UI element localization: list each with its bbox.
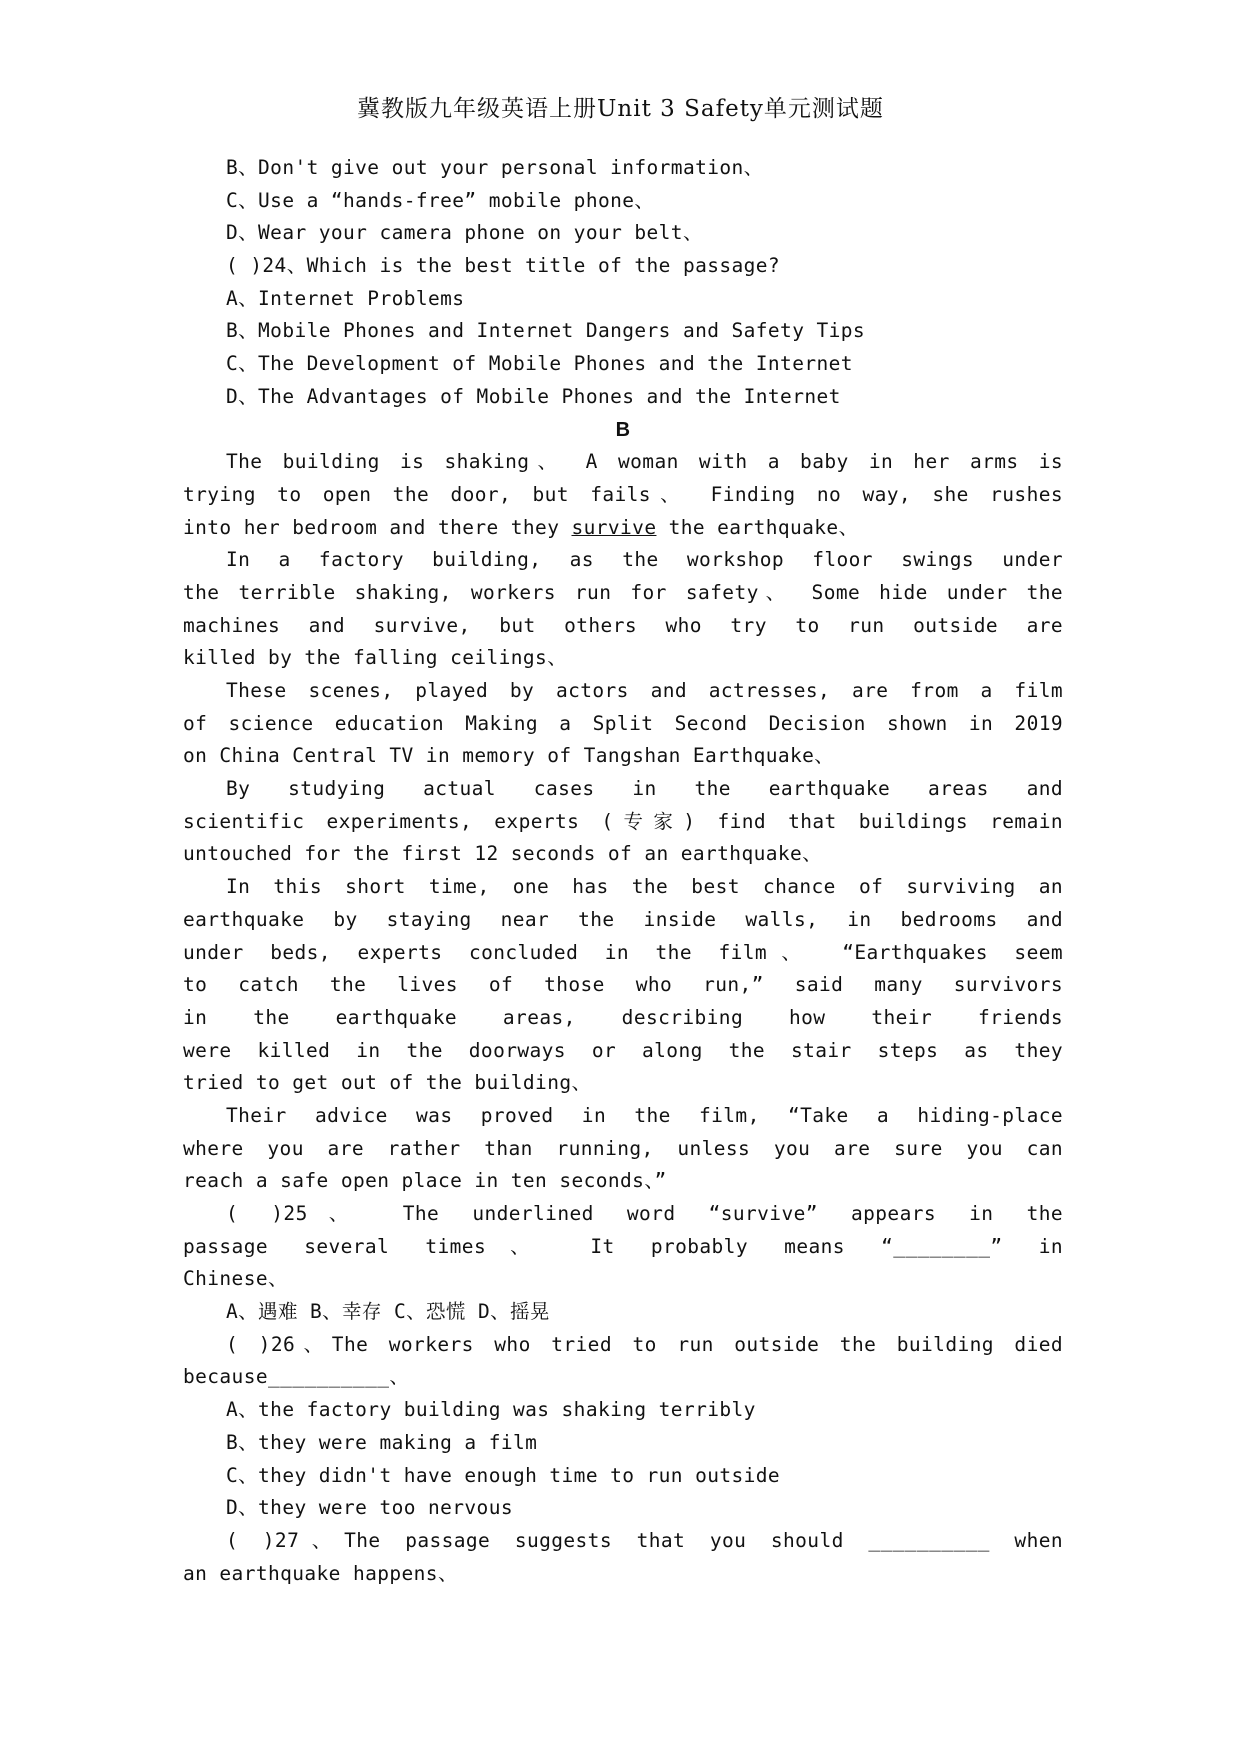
paragraph-5-line-4: to catch the lives of those who run,” said many survivors xyxy=(183,973,1063,997)
paragraph-3-line-1: These scenes, played by actors and actresses, are from a film xyxy=(226,679,1063,702)
paragraph-2-line-3: machines and survive, but others who try to run outside are xyxy=(183,613,1063,637)
document-body xyxy=(183,152,1063,1590)
q23-option-c: C、Use a “hands-free” mobile phone、 xyxy=(226,188,655,212)
paragraph-1-line-2: trying to open the door, but fails、 Finding no way, she rushes xyxy=(183,482,1063,506)
paragraph-5-line-7: tried to get out of the building、 xyxy=(183,1071,592,1095)
paragraph-5-line-3: under beds, experts concluded in the film、 “Earthquakes seem xyxy=(183,940,1063,964)
q23-option-d: D、Wear your camera phone on your belt、 xyxy=(226,221,703,245)
paragraph-5-line-6: were killed in the doorways or along the stair steps as they xyxy=(183,1038,1063,1062)
q26-option-b: B、they were making a film xyxy=(226,1430,538,1454)
paragraph-1-line-3-start: into her bedroom and there they xyxy=(183,515,572,539)
paragraph-3-line-3: on China Central TV in memory of Tangshan Earthquake、 xyxy=(183,744,835,768)
paragraph-1-line-3-end: the earthquake、 xyxy=(656,515,859,539)
q25-options: A、遇难 B、幸存 C、恐慌 D、摇晃 xyxy=(226,1300,550,1324)
q26-option-d: D、they were too nervous xyxy=(226,1496,513,1520)
paragraph-2-line-4: killed by the falling ceilings、 xyxy=(183,646,568,670)
paragraph-1-line-1: The building is shaking、 A woman with a baby in her arms is xyxy=(226,450,1063,474)
q27-stem-line-1: ( )27、The passage suggests that you should __________ when xyxy=(226,1528,1063,1552)
q25-stem-line-3: Chinese、 xyxy=(183,1267,288,1291)
paragraph-5-line-5: in the earthquake areas, describing how their friends xyxy=(183,1005,1063,1029)
page-title: 冀教版九年级英语上册Unit 3 Safety单元测试题 xyxy=(357,96,884,122)
q26-stem-line-1: ( )26、The workers who tried to run outside the building died xyxy=(226,1332,1063,1356)
q24-stem: ( )24、Which is the best title of the passage? xyxy=(226,254,781,278)
q24-option-a: A、Internet Problems xyxy=(226,286,465,310)
paragraph-3-line-2: of science education Making a Split Second Decision shown in 2019 xyxy=(183,711,1063,735)
paragraph-6-line-3: reach a safe open place in ten seconds、” xyxy=(183,1169,667,1193)
paragraph-1-line-3 xyxy=(183,512,1063,545)
q27-stem-line-2: an earthquake happens、 xyxy=(183,1561,458,1585)
q24-option-c: C、The Development of Mobile Phones and the Internet xyxy=(226,352,853,376)
paragraph-4-line-3: untouched for the first 12 seconds of an earthquake、 xyxy=(183,842,823,866)
paragraph-2-line-1: In a factory building, as the workshop floor swings under xyxy=(226,548,1063,572)
q26-option-c: C、they didn't have enough time to run outside xyxy=(226,1463,781,1487)
q24-option-d: D、The Advantages of Mobile Phones and the Internet xyxy=(226,384,841,408)
underlined-word-survive: survive xyxy=(571,515,657,539)
q25-stem-line-2: passage several times、 It probably means “________” in xyxy=(183,1234,1063,1258)
paragraph-5-line-2: earthquake by staying near the inside walls, in bedrooms and xyxy=(183,907,1063,931)
paragraph-6-line-2: where you are rather than running, unless you are sure you can xyxy=(183,1136,1063,1160)
q26-option-a: A、the factory building was shaking terribly xyxy=(226,1398,756,1422)
paragraph-6-line-1: Their advice was proved in the film, “Take a hiding-place xyxy=(226,1103,1063,1127)
paragraph-4-line-1: By studying actual cases in the earthquake areas and xyxy=(226,777,1063,801)
q23-option-b: B、Don't give out your personal information、 xyxy=(226,156,764,179)
q25-stem-line-1: ( )25、 The underlined word “survive” appears in the xyxy=(226,1202,1063,1225)
section-b-heading: B xyxy=(615,418,631,441)
q24-option-b: B、Mobile Phones and Internet Dangers and Safety Tips xyxy=(226,319,866,343)
paragraph-4-line-2: scientific experiments, experts (专家) find that buildings remain xyxy=(183,809,1063,833)
q26-stem-line-2: because__________、 xyxy=(183,1365,410,1389)
paragraph-5-line-1: In this short time, one has the best chance of surviving an xyxy=(226,875,1063,899)
paragraph-2-line-2: the terrible shaking, workers run for safety、 Some hide under the xyxy=(183,580,1063,604)
